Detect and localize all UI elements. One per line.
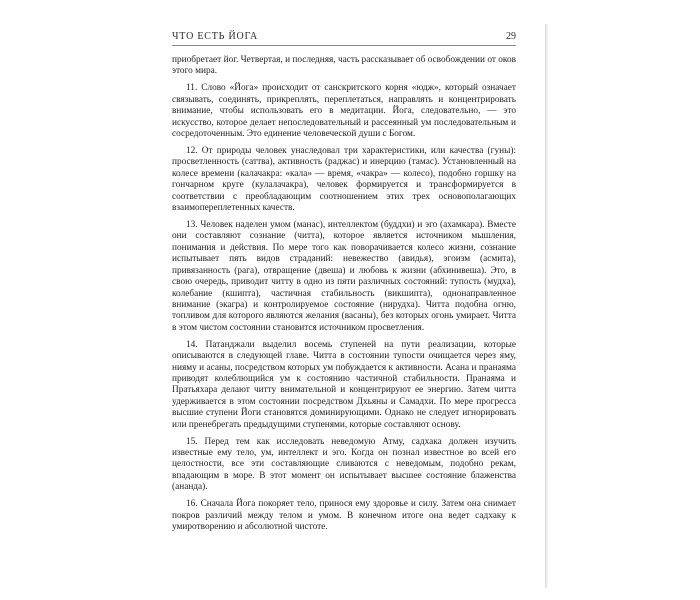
running-header: [172, 31, 516, 45]
page-body: [172, 55, 516, 539]
paragraph-13: 13. Человек наделен умом (манас), интеллектом (буддхи) и эго (ахамкара). Вместе они составляют сознание (читта), которое является источником мышления, понимания и действия. По мере того как поворачивается колесо жизни, сознание испытывает пять видов страданий: невежество (авидья), эгоизм (асмита), привязанность (рага), отвращение (двеша) и любовь к жизни (абхинивеша). Это, в свою очередь, приводит читту в одно из пяти различных состояний: тупость (мудха), колебание (кшипта), частичная стабильность (викшипта), однонаправленное внимание (экагра) и контролируемое состояние (нирудха). Читта подобна огню, топливом для которого являются желания (васаны), без которых огонь умирает. Читта в этом чистом состоянии становится источником просветления.: [172, 220, 516, 333]
header-rule: [172, 45, 516, 46]
page-number: 29: [506, 31, 516, 42]
paragraph-15: 15. Перед тем как исследовать неведомую Атму, садхака должен изучить известные ему тело, ум, интеллект и эго. Когда он познал известное во всей его целостности, все эти составляющие сливаются с неведомым, подобно рекам, впадающим в море. В этот момент он испытывает высшее состояние блаженства (ананда).: [172, 436, 516, 493]
chapter-title: ЧТО ЕСТЬ ЙОГА: [172, 31, 259, 42]
paragraph-11: 11. Слово «Йога» происходит от санскритского корня «юдж», который означает связывать, соединять, прикреплять, переплетаться, направлять и концентрировать внимание, чтобы использовать его в медитации. Йога, следовательно, — это искусство, которое делает непоследовательный и рассеянный ум последовательным и сосредоточенным. Это единение человеческой души с Богом.: [172, 83, 516, 140]
page-edge-shadow: [545, 24, 548, 588]
paragraph-continued: приобретает йог. Четвертая, и последняя, часть рассказывает об освобождении от оков этого мира.: [172, 55, 516, 77]
paragraph-12: 12. От природы человек унаследовал три характеристики, или качества (гуны): просветленность (саттва), активность (раджас) и инерцию (тамас). Установленный на колесе времени (калачакра: «кала» — время, «чакра» — колесо), подобно горшку на гончарном круге (кулалачакра), человек формируется и трансформируется в соответствии с преобладающим соотношением этих трех основополагающих взаимопереплетенных качеств.: [172, 146, 516, 214]
paragraph-16: 16. Сначала Йога покоряет тело, принося ему здоровье и силу. Затем она снимает покров различий между телом и умом. В конечном итоге она ведет садхаку к умиротворению и абсолютной чистоте.: [172, 499, 516, 532]
paragraph-14: 14. Патанджали выделил восемь ступеней на пути реализации, которые описываются в следующей главе. Читта в состоянии тупости очищается через яму, нияму и асаны, посредством которых ум побуждается к активности. Асана и пранаяма приводят колеблющийся ум к состоянию частичной стабильности. Пранаяма и Пратьяхара делают читту внимательной и концентрируют ее энергию. Затем читта удерживается в этом состоянии посредством Дхьяны и Самадхи. По мере прогресса высшие ступени Йоги становятся доминирующими. Однако не следует игнорировать или пренебрегать предыдущими ступенями, которые составляют основу.: [172, 339, 516, 430]
